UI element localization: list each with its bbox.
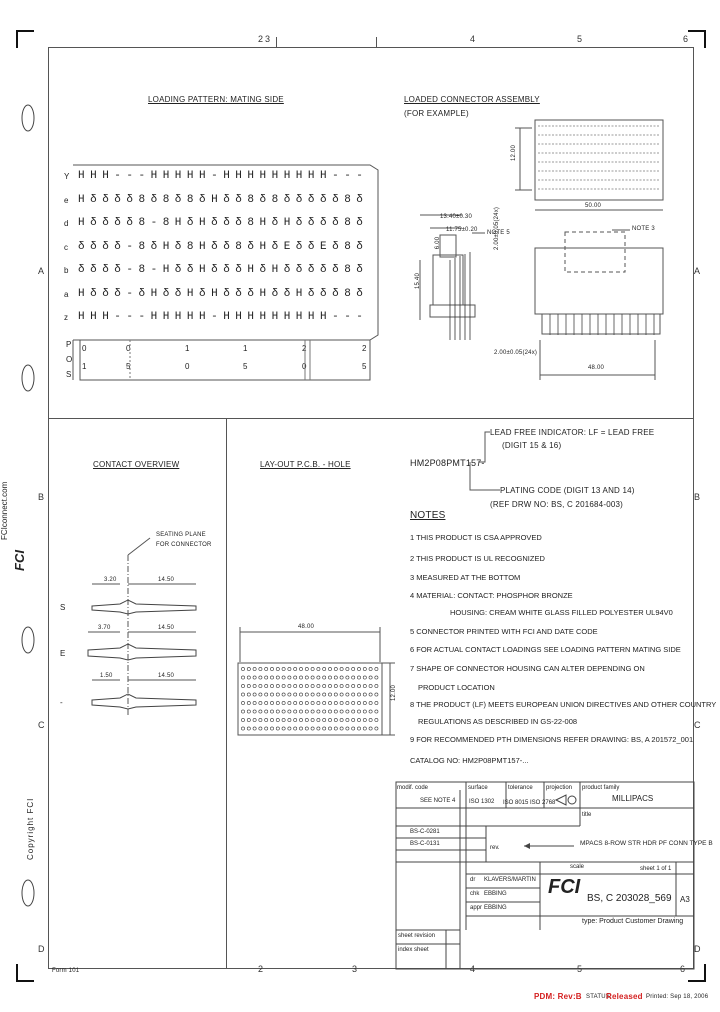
loading-cell: H — [223, 311, 230, 323]
loading-cell: δ — [235, 264, 243, 276]
loading-cell: δ — [259, 264, 267, 276]
loading-cell: H — [223, 170, 230, 182]
tb-projection: projection — [546, 785, 573, 791]
dim-15-40: 15.40 — [415, 272, 422, 290]
loading-cell: - — [150, 217, 158, 229]
dim-50-00: 50.00 — [585, 203, 602, 209]
zone-right-d: D — [694, 944, 701, 954]
loading-cell: δ — [247, 287, 255, 300]
pos-number-bottom: 5 — [243, 362, 248, 371]
tb-type: type: Product Customer Drawing — [582, 918, 684, 925]
loading-cell: δ — [114, 287, 122, 300]
loading-cell: 8 — [138, 264, 146, 276]
loading-cell: H — [90, 170, 97, 182]
loading-cell: δ — [307, 264, 315, 276]
loading-cell: 8 — [138, 193, 146, 206]
loading-cell: δ — [90, 240, 97, 253]
loading-cell: δ — [211, 217, 218, 229]
zone-top-5: 5 — [577, 34, 583, 44]
note-7b: PRODUCT LOCATION — [418, 683, 495, 692]
loading-cell: H — [247, 170, 255, 182]
pos-number-bottom: 0 — [302, 362, 307, 371]
tb-mod-code: modif. code — [397, 785, 429, 791]
loading-cell: δ — [332, 217, 339, 229]
loading-cell: δ — [283, 264, 291, 276]
loading-cell: δ — [295, 264, 303, 276]
loading-cell: δ — [247, 240, 255, 253]
loading-cell: δ — [332, 240, 339, 253]
tb-name-3: EBBING — [484, 905, 507, 911]
zone-bottom-4: 4 — [470, 964, 476, 974]
loading-cell: H — [259, 240, 267, 253]
loading-cell: H — [247, 264, 255, 276]
loading-cell: H — [174, 311, 182, 323]
loading-cell: δ — [90, 217, 97, 229]
tb-row-2: BS-C-0131 — [410, 841, 440, 847]
loading-cell: - — [332, 311, 339, 323]
loading-cell: δ — [320, 193, 327, 206]
pdm-rev: PDM: Rev:B — [534, 992, 582, 1001]
note-ref-5: NOTE 5 — [487, 230, 510, 236]
note-1: 1 THIS PRODUCT IS CSA APPROVED — [410, 533, 542, 542]
loading-cell: H — [174, 170, 182, 182]
tb-index-sheet: index sheet — [398, 947, 429, 953]
loading-cell: H — [78, 217, 85, 229]
loading-cell: 8 — [138, 217, 146, 229]
loading-cell: δ — [223, 240, 230, 253]
loading-cell: H — [78, 287, 85, 300]
loading-cell: δ — [295, 193, 303, 206]
loading-cell: H — [271, 170, 279, 182]
loading-cell: 8 — [162, 217, 170, 229]
loading-cell: 8 — [344, 264, 351, 276]
zone-left-b: B — [38, 492, 45, 502]
loading-cell: 8 — [344, 287, 351, 300]
dim-12-00-top: 12.00 — [511, 144, 518, 162]
loading-cell: H — [102, 170, 109, 182]
loading-cell: δ — [199, 287, 206, 300]
loading-cell: δ — [356, 287, 364, 300]
plating-ref: (REF DRW NO: BS, C 201684-003) — [490, 500, 624, 509]
copyright-vertical: Copyright FCI — [26, 797, 35, 860]
zone-right-c: C — [694, 720, 701, 730]
loading-cell: δ — [102, 264, 109, 276]
loading-cell: H — [174, 217, 182, 229]
loading-cell: H — [259, 217, 267, 229]
loading-cell: δ — [114, 264, 122, 276]
pos-number-top: 1 — [243, 344, 248, 353]
loading-row-label: Y — [64, 172, 70, 181]
form-number: Form 101 — [52, 968, 80, 974]
loading-cell: δ — [332, 287, 339, 300]
pos-label-o: O — [66, 355, 73, 364]
tb-tolerance: tolerance — [508, 785, 533, 791]
tb-row-1: BS-C-0281 — [410, 829, 440, 835]
part-code: HM2P08PMT157- — [410, 458, 485, 468]
lead-free-digit: (DIGIT 15 & 16) — [502, 441, 562, 450]
loading-cell: H — [78, 193, 85, 206]
dim-pitch-bottom: 2.00±0.05(24x) — [494, 350, 538, 356]
note-6: 6 FOR ACTUAL CONTACT LOADINGS SEE LOADING PATTERN MATING SIDE — [410, 645, 681, 654]
printed-date: Printed: Sep 18, 2006 — [646, 994, 709, 1000]
loading-cell: δ — [186, 264, 194, 276]
dim-48-00-assembly: 48.00 — [588, 365, 605, 371]
website-vertical: FCIconnect.com — [0, 481, 9, 540]
loading-cell: H — [150, 287, 158, 300]
loading-cell: - — [138, 311, 146, 323]
loading-cell: δ — [307, 287, 315, 300]
loading-cell: δ — [320, 287, 327, 300]
contact-row-e-right: 14.50 — [158, 625, 175, 631]
tb-fci-logo: FCI — [548, 876, 581, 898]
loading-cell: δ — [356, 217, 364, 229]
note-4b: HOUSING: CREAM WHITE GLASS FILLED POLYESTER UL94V0 — [450, 608, 673, 617]
loading-cell: H — [295, 311, 303, 323]
loading-cell: δ — [174, 264, 182, 276]
zone-left-a: A — [38, 266, 45, 276]
tb-size: A3 — [680, 895, 690, 904]
note-3: 3 MEASURED AT THE BOTTOM — [410, 573, 521, 582]
loading-cell: δ — [78, 264, 85, 276]
tb-product-family: MILLIPACS — [612, 794, 654, 803]
loading-cell: H — [307, 311, 315, 323]
loading-cell: δ — [211, 240, 218, 253]
loading-cell: 8 — [186, 240, 194, 253]
loading-cell: H — [271, 264, 279, 276]
loading-cell: δ — [114, 240, 122, 253]
note-4: 4 MATERIAL: CONTACT: PHOSPHOR BRONZE — [410, 591, 573, 600]
loading-cell: - — [344, 170, 351, 182]
loading-cell: E — [283, 240, 291, 253]
loading-cell: H — [162, 240, 170, 253]
loading-cell: δ — [356, 264, 364, 276]
loading-cell: δ — [235, 217, 243, 229]
loading-cell: H — [199, 240, 206, 253]
tb-title: MPACS 8-ROW STR HDR PF CONN TYPE B — [580, 840, 713, 847]
loading-cell: 8 — [344, 193, 351, 206]
loading-cell: δ — [102, 287, 109, 300]
loading-cell: δ — [223, 264, 230, 276]
loading-cell: 8 — [186, 193, 194, 206]
loading-cell: H — [186, 287, 194, 300]
loading-cell: 8 — [138, 240, 146, 253]
fci-side-logo: FCI — [12, 550, 27, 571]
loading-cell: 8 — [235, 240, 243, 253]
loading-cell: - — [150, 264, 158, 276]
zone-bottom-3: 3 — [352, 964, 358, 974]
loading-cell: δ — [271, 217, 279, 229]
loading-cell: δ — [356, 240, 364, 253]
catalog-no: CATALOG NO: HM2P08PMT157-... — [410, 756, 529, 765]
loading-cell: δ — [235, 287, 243, 300]
contact-row-e-left: 3.70 — [98, 625, 111, 631]
loading-cell: δ — [174, 193, 182, 206]
loading-cell: δ — [102, 240, 109, 253]
loading-cell: δ — [102, 217, 109, 229]
loading-cell: δ — [114, 217, 122, 229]
zone-bottom-2: 2 — [258, 964, 264, 974]
loading-cell: - — [211, 311, 218, 323]
tb-checked-label: chk — [470, 891, 480, 897]
contact-row-dash-right: 14.50 — [158, 673, 175, 679]
pos-number-top: 2 — [362, 344, 367, 353]
tb-appr-label: appr — [470, 905, 483, 911]
loading-cell: δ — [307, 217, 315, 229]
note-2: 2 THIS PRODUCT IS UL RECOGNIZED — [410, 554, 545, 563]
tb-product-family-label: product family — [582, 785, 620, 791]
loading-cell: δ — [223, 287, 230, 300]
assembly-subtitle: (FOR EXAMPLE) — [404, 109, 469, 118]
loading-row-label: a — [64, 289, 69, 299]
tb-rev-label: rev. — [490, 845, 500, 851]
loading-cell: δ — [332, 264, 339, 276]
pos-number-bottom: 1 — [82, 362, 87, 371]
loading-cell: H — [162, 311, 170, 323]
note-8b: REGULATIONS AS DESCRIBED IN GS-22-008 — [418, 717, 578, 726]
zone-top-2: 2 — [258, 34, 264, 44]
loading-cell: δ — [90, 287, 97, 300]
status-value: Released — [606, 992, 643, 1001]
note-ref-3: NOTE 3 — [632, 226, 655, 232]
note-7: 7 SHAPE OF CONNECTOR HOUSING CAN ALTER DEPENDING ON — [410, 664, 645, 673]
dim-6-00: 6.00 — [435, 236, 442, 250]
loading-cell: E — [320, 240, 327, 253]
tb-drawn-label: dr — [470, 877, 476, 883]
loading-cell: δ — [150, 240, 158, 253]
plating-code: PLATING CODE (DIGIT 13 AND 14) — [500, 486, 635, 495]
loading-cell: H — [78, 170, 85, 182]
loading-cell: - — [211, 170, 218, 182]
loading-cell: δ — [320, 264, 327, 276]
note-9: 9 FOR RECOMMENDED PTH DIMENSIONS REFER DRAWING: BS, A 201572_001 — [410, 735, 694, 744]
tb-name-1: KLAVERS/MARTIN — [484, 877, 536, 883]
loading-cell: δ — [356, 193, 364, 206]
loading-cell: 8 — [344, 217, 351, 229]
loading-row-label: c — [64, 242, 69, 252]
loading-cell: δ — [102, 193, 109, 206]
loading-cell: H — [150, 311, 158, 323]
loading-cell: H — [283, 170, 291, 182]
loading-cell: H — [199, 217, 206, 229]
loading-row-label: e — [64, 195, 69, 205]
status-label: STATUS: — [586, 994, 612, 1000]
pos-label-p: P — [66, 340, 72, 349]
loading-cell: δ — [126, 217, 134, 229]
loading-cell: 8 — [271, 193, 279, 206]
loading-cell: 8 — [247, 217, 255, 229]
seating-plane: SEATING PLANE — [156, 532, 206, 538]
loading-cell: H — [295, 287, 303, 300]
tb-doc-number: BS, C 203028_569 — [587, 893, 672, 904]
loading-cell: H — [307, 170, 315, 182]
pos-label-s: S — [66, 370, 72, 379]
loading-cell: - — [332, 170, 339, 182]
loading-cell: H — [211, 287, 218, 300]
dim-11-75: 11.75±0.20 — [446, 227, 478, 233]
loading-cell: δ — [138, 287, 146, 300]
loading-cell: δ — [235, 193, 243, 206]
pos-number-bottom: 5 — [362, 362, 367, 371]
loading-cell: H — [283, 311, 291, 323]
loading-cell: δ — [174, 287, 182, 300]
seating-plane-2: FOR CONNECTOR — [156, 542, 212, 548]
loading-cell: H — [211, 193, 218, 206]
zone-left-d: D — [38, 944, 45, 954]
pos-number-top: 1 — [185, 344, 190, 353]
loading-cell: δ — [332, 193, 339, 206]
loading-cell: δ — [223, 217, 230, 229]
dim-13-40: 13.40±0.30 — [440, 214, 472, 220]
zone-top-3: 3 — [265, 34, 271, 44]
loading-row-label: z — [64, 313, 69, 322]
tb-tolerance-val: ISO 8015 ISO 2768 — [503, 800, 556, 806]
loading-cell: δ — [295, 217, 303, 229]
tb-surface: surface — [468, 785, 488, 791]
loading-cell: - — [126, 264, 134, 276]
loading-cell: - — [138, 170, 146, 182]
contact-overview-title: CONTACT OVERVIEW — [93, 460, 180, 469]
loading-pattern-title: LOADING PATTERN: MATING SIDE — [148, 95, 284, 104]
loading-cell: δ — [150, 193, 158, 206]
zone-bottom-6: 6 — [680, 964, 686, 974]
tb-sheet-revision: sheet revision — [398, 933, 436, 939]
loading-cell: δ — [126, 193, 134, 206]
loading-cell: H — [259, 311, 267, 323]
loading-cell: δ — [199, 193, 206, 206]
tb-iso: ISO 1302 — [469, 799, 495, 805]
loading-cell: - — [356, 170, 364, 182]
loading-row-label: b — [64, 266, 69, 275]
loading-cell: δ — [283, 287, 291, 300]
loading-cell: H — [247, 311, 255, 323]
zone-bottom-5: 5 — [577, 964, 583, 974]
loading-cell: δ — [174, 240, 182, 253]
loading-cell: δ — [162, 287, 170, 300]
loading-cell: H — [186, 311, 194, 323]
tb-name-2: EBBING — [484, 891, 507, 897]
loading-cell: - — [126, 170, 134, 182]
loading-cell: 8 — [344, 240, 351, 253]
loading-cell: δ — [259, 193, 267, 206]
assembly-title: LOADED CONNECTOR ASSEMBLY — [404, 95, 540, 104]
loading-cell: δ — [78, 240, 85, 253]
loading-cell: δ — [320, 217, 327, 229]
loading-cell: H — [199, 264, 206, 276]
loading-cell: - — [114, 170, 122, 182]
loading-cell: H — [78, 311, 85, 323]
pos-number-top: 0 — [126, 344, 131, 353]
loading-cell: 8 — [162, 193, 170, 206]
loading-cell: - — [126, 311, 134, 323]
loading-cell: H — [259, 287, 267, 300]
loading-row-label: d — [64, 219, 69, 228]
pos-number-top: 2 — [302, 344, 307, 353]
loading-cell: H — [162, 170, 170, 182]
loading-cell: δ — [307, 193, 315, 206]
tb-see-note: SEE NOTE 4 — [420, 798, 456, 804]
dim-pitch-side: 2.00±0.05(24x) — [494, 206, 500, 250]
tb-sheet-of: sheet 1 of 1 — [640, 866, 672, 872]
contact-row-e-label: E — [60, 649, 66, 658]
loading-cell: δ — [271, 240, 279, 253]
loading-cell: δ — [114, 193, 122, 206]
loading-cell: - — [356, 311, 364, 323]
loading-cell: H — [320, 311, 327, 323]
contact-row-s-label: S — [60, 603, 66, 612]
pos-number-bottom: 5 — [126, 362, 131, 371]
loading-cell: H — [102, 311, 109, 323]
loading-cell: δ — [186, 217, 194, 229]
pcb-height: 12.00 — [391, 684, 398, 702]
contact-row-s-right: 14.50 — [158, 577, 175, 583]
loading-cell: H — [283, 217, 291, 229]
loading-cell: H — [259, 170, 267, 182]
note-5: 5 CONNECTOR PRINTED WITH FCI AND DATE CODE — [410, 627, 598, 636]
zone-top-4: 4 — [470, 34, 476, 44]
loading-cell: H — [150, 170, 158, 182]
pos-number-top: 0 — [82, 344, 87, 353]
loading-cell: H — [90, 311, 97, 323]
lead-free-indicator: LEAD FREE INDICATOR: LF = LEAD FREE — [490, 428, 655, 437]
loading-cell: - — [126, 287, 134, 300]
loading-cell: H — [186, 170, 194, 182]
zone-right-b: B — [694, 492, 701, 502]
loading-cell: δ — [271, 287, 279, 300]
zone-top-6: 6 — [683, 34, 689, 44]
zone-right-a: A — [694, 266, 701, 276]
loading-cell: H — [235, 311, 243, 323]
loading-cell: H — [320, 170, 327, 182]
note-8: 8 THE PRODUCT (LF) MEETS EUROPEAN UNION DIRECTIVES AND OTHER COUNTRY — [410, 700, 717, 709]
pcb-width: 48.00 — [298, 624, 315, 630]
loading-cell: - — [126, 240, 134, 253]
loading-cell: δ — [90, 193, 97, 206]
loading-cell: δ — [90, 264, 97, 276]
loading-cell: H — [162, 264, 170, 276]
loading-cell: δ — [307, 240, 315, 253]
loading-cell: H — [199, 170, 206, 182]
contact-row-s-left: 3.20 — [104, 577, 117, 583]
layout-pcb-title: LAY-OUT P.C.B. - HOLE — [260, 460, 351, 469]
loading-cell: δ — [283, 193, 291, 206]
loading-cell: H — [295, 170, 303, 182]
loading-cell: H — [271, 311, 279, 323]
loading-cell: δ — [295, 240, 303, 253]
loading-cell: H — [199, 311, 206, 323]
loading-cell: - — [114, 311, 122, 323]
loading-cell: δ — [211, 264, 218, 276]
contact-row-dash-label: - — [60, 698, 63, 707]
tb-scale: scale — [570, 864, 585, 870]
notes-title: NOTES — [410, 510, 446, 521]
pos-number-bottom: 0 — [185, 362, 190, 371]
zone-left-c: C — [38, 720, 45, 730]
tb-title-label: title — [582, 812, 592, 818]
loading-cell: δ — [223, 193, 230, 206]
loading-cell: H — [235, 170, 243, 182]
contact-row-dash-left: 1.50 — [100, 673, 113, 679]
loading-cell: - — [344, 311, 351, 323]
loading-cell: 8 — [247, 193, 255, 206]
